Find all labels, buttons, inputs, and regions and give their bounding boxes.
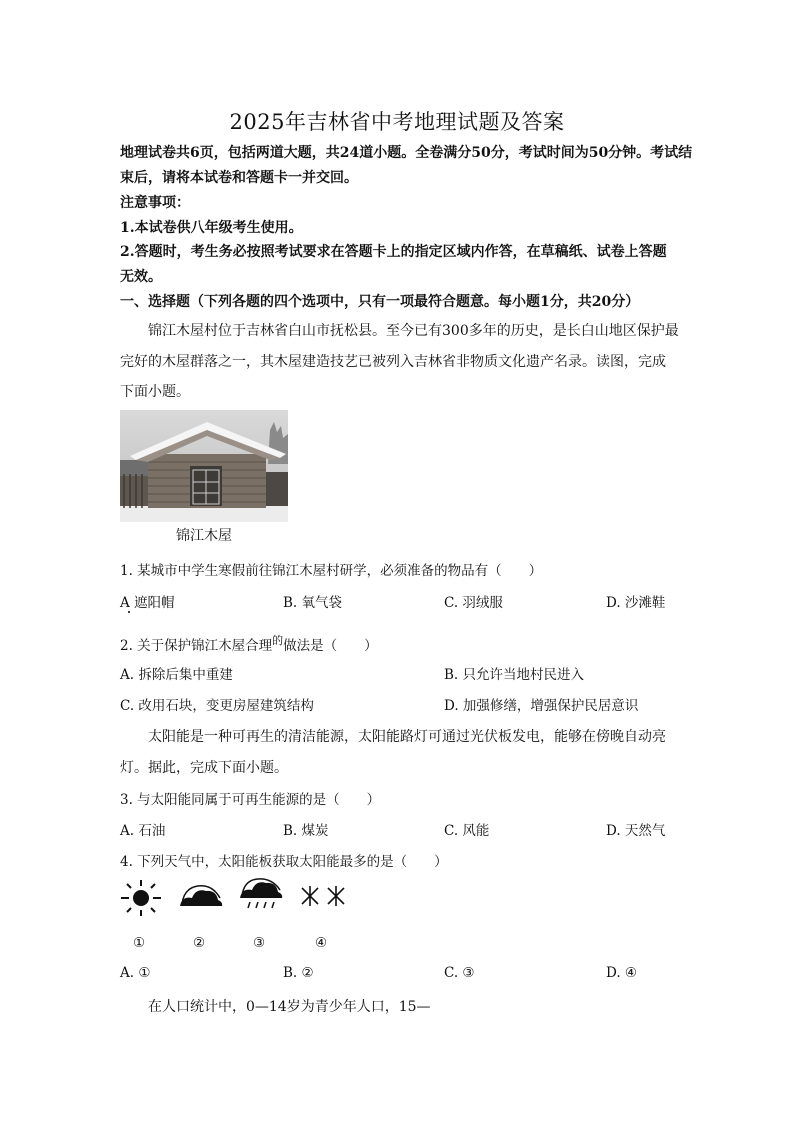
passage-1-line-1: 锦江木屋村位于吉林省白山市抚松县。至今已有300多年的历史，是长白山地区保护最 <box>148 323 679 339</box>
cloudy-icon <box>178 878 224 918</box>
intro-line-1: 地理试卷共6页，包括两道大题，共24道小题。全卷满分50分，考试时间为50分钟。考试结 <box>120 145 693 161</box>
notice-heading: 注意事项： <box>120 195 190 211</box>
question-4-option-a: A. ① <box>120 965 151 981</box>
question-3-option-d: D. 天然气 <box>606 823 666 839</box>
note-2-line-1: 2.答题时，考生务必按照考试要求在答题卡上的指定区域内作答，在草稿纸、试卷上答题 <box>120 244 667 260</box>
intro-line-2: 束后，请将本试卷和答题卡一并交回。 <box>120 170 358 186</box>
weather-label-3: ③ <box>253 935 266 951</box>
question-1-option-d: D. 沙滩鞋 <box>606 595 666 611</box>
question-1-option-a: A 遮阳帽 <box>120 595 175 611</box>
passage-2-line-1: 太阳能是一种可再生的清洁能源，太阳能路灯可通过光伏板发电，能够在傍晚自动亮 <box>148 729 666 745</box>
question-2-option-a: A. 拆除后集中重建 <box>120 667 233 683</box>
question-3-option-b: B. 煤炭 <box>283 823 329 839</box>
question-2-option-d: D. 加强修缮，增强保护民居意识 <box>444 698 639 714</box>
passage-1-line-3: 下面小题。 <box>120 384 190 400</box>
question-2-stem-part-1: 2. 关于保护锦江木屋合理 <box>120 638 273 654</box>
question-1-stem: 1. 某城市中学生寒假前往锦江木屋村研学，必须准备的物品有（ ） <box>120 563 543 579</box>
passage-3-line-1: 在人口统计中，0—14岁为青少年人口，15— <box>148 999 431 1015</box>
page-title: 2025年吉林省中考地理试题及答案 <box>229 110 565 134</box>
stray-dot <box>128 611 130 613</box>
sunny-icon <box>118 878 164 918</box>
section-1-heading: 一、选择题（下列各题的四个选项中，只有一项最符合题意。每小题1分，共20分） <box>120 294 640 310</box>
rain-icon <box>238 878 284 918</box>
wooden-house-photo <box>120 410 288 522</box>
note-1: 1.本试卷供八年级考生使用。 <box>120 220 303 236</box>
weather-label-2: ② <box>193 935 206 951</box>
question-4-option-c: C. ③ <box>444 965 475 981</box>
question-3-option-a: A. 石油 <box>120 823 166 839</box>
question-3-stem: 3. 与太阳能同属于可再生能源的是（ ） <box>120 792 381 808</box>
snow-icon <box>298 878 344 918</box>
question-2-option-c: C. 改用石块，变更房屋建筑结构 <box>120 698 314 714</box>
question-2-option-b: B. 只允许当地村民进入 <box>444 667 585 683</box>
question-3-option-c: C. 风能 <box>444 823 490 839</box>
question-2-stem <box>120 634 378 654</box>
note-2-line-2: 无效。 <box>120 269 162 285</box>
question-4-option-d: D. ④ <box>606 965 638 981</box>
question-4-option-b: B. ② <box>283 965 314 981</box>
weather-label-1: ① <box>133 935 146 951</box>
question-2-stem-superscript: 的 <box>272 634 284 647</box>
passage-1-line-2: 完好的木屋群落之一，其木屋建造技艺已被列入吉林省非物质文化遗产名录。读图，完成 <box>120 354 666 370</box>
question-4-stem: 4. 下列天气中，太阳能板获取太阳能最多的是（ ） <box>120 854 448 870</box>
weather-label-4: ④ <box>315 935 328 951</box>
question-1-option-c: C. 羽绒服 <box>444 595 503 611</box>
question-2-stem-part-2: 做法是（ ） <box>283 638 378 654</box>
question-1-option-b: B. 氧气袋 <box>283 595 343 611</box>
passage-2-line-2: 灯。据此，完成下面小题。 <box>120 760 288 776</box>
photo-caption: 锦江木屋 <box>176 528 232 544</box>
